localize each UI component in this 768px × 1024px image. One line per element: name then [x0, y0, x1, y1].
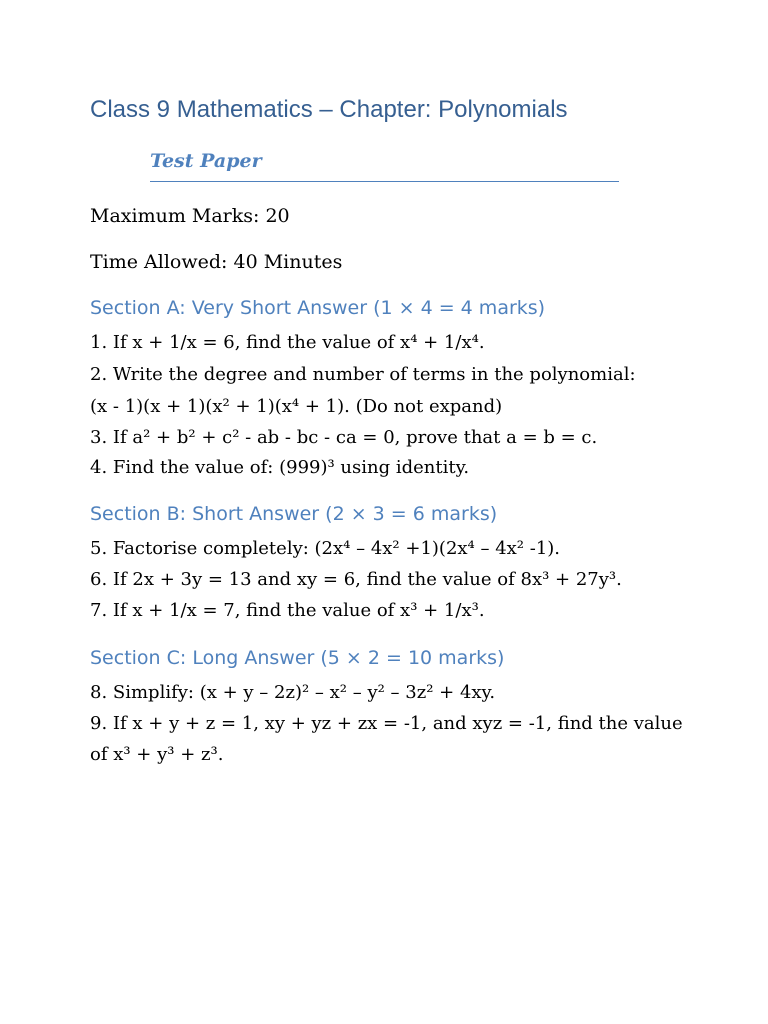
question-line: 8. Simplify: (x + y – 2z)² – x² – y² – 3z² + 4xy.	[90, 682, 496, 703]
question-line: (x - 1)(x + 1)(x² + 1)(x⁴ + 1). (Do not expand)	[90, 396, 503, 417]
page-title: Class 9 Mathematics – Chapter: Polynomials	[90, 96, 568, 123]
question-line: of x³ + y³ + z³.	[90, 744, 224, 765]
time-allowed: Time Allowed: 40 Minutes	[90, 251, 343, 273]
subtitle-underline	[150, 181, 619, 182]
page-subtitle: Test Paper	[150, 150, 262, 172]
section-b-heading: Section B: Short Answer (2 × 3 = 6 marks)	[90, 503, 498, 525]
question-line: 5. Factorise completely: (2x⁴ – 4x² +1)(2x⁴ – 4x² -1).	[90, 538, 561, 559]
question-line: 9. If x + y + z = 1, xy + yz + zx = -1, and xyz = -1, find the value	[90, 713, 683, 734]
question-line: 4. Find the value of: (999)³ using identity.	[90, 457, 470, 478]
question-line: 2. Write the degree and number of terms in the polynomial:	[90, 364, 636, 385]
section-c-heading: Section C: Long Answer (5 × 2 = 10 marks)	[90, 647, 505, 669]
question-line: 7. If x + 1/x = 7, find the value of x³ + 1/x³.	[90, 600, 485, 621]
section-a-heading: Section A: Very Short Answer (1 × 4 = 4 marks)	[90, 297, 546, 319]
maximum-marks: Maximum Marks: 20	[90, 205, 290, 227]
question-line: 1. If x + 1/x = 6, find the value of x⁴ + 1/x⁴.	[90, 332, 485, 353]
question-line: 6. If 2x + 3y = 13 and xy = 6, find the value of 8x³ + 27y³.	[90, 569, 622, 590]
question-line: 3. If a² + b² + c² - ab - bc - ca = 0, prove that a = b = c.	[90, 427, 598, 448]
